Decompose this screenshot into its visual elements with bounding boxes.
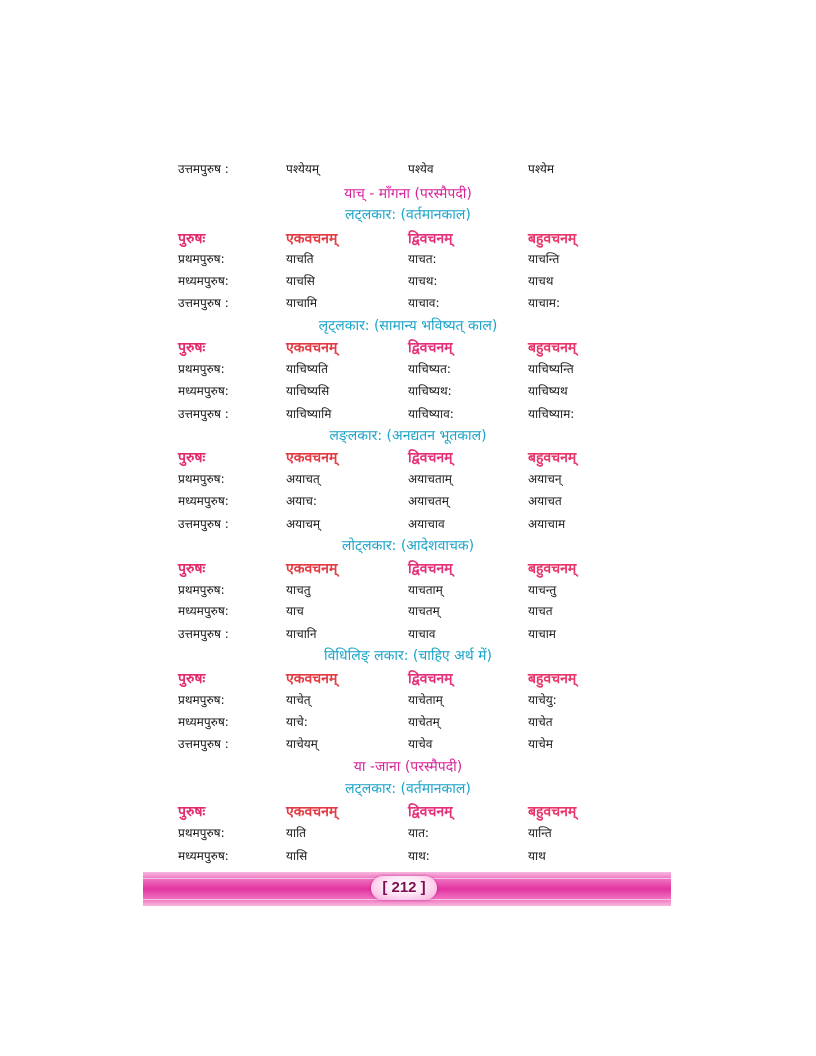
bahuvachan-cell: याचाम [528,627,556,641]
lakar-title: लोट्लकार: (आदेशवाचक) [341,538,475,554]
ekvachan-cell: अयाचम् [286,517,321,531]
table-row [0,579,816,601]
dvivachan-cell: याचेव [408,737,433,751]
table-row [0,270,816,292]
table-header-row [0,337,816,359]
bahuvachan-cell: पश्येम [528,162,555,176]
purush-cell: पुरुषः [178,340,206,356]
purush-cell: प्रथमपुरुष: [178,472,225,486]
ekvachan-cell: याचेत् [286,693,311,707]
purush-cell: प्रथमपुरुष: [178,693,225,707]
ekvachan-cell: एकवचनम् [286,671,338,687]
table-row [0,845,816,867]
purush-cell: पुरुषः [178,561,206,577]
dvivachan-cell: द्विवचनम् [408,231,453,247]
bahuvachan-cell: बहुवचनम् [528,804,577,820]
table-row [0,490,816,512]
ekvachan-cell: याचे: [286,715,308,729]
purush-cell: प्रथमपुरुष: [178,826,225,840]
dvivachan-cell: अयाचाव [408,517,445,531]
dvivachan-cell: याथ: [408,849,430,863]
bahuvachan-cell: याचेम [528,737,553,751]
table-row [0,513,816,535]
purush-cell: उत्तमपुरुष : [178,627,229,641]
bahuvachan-cell: यान्ति [528,826,552,840]
bahuvachan-cell: याचिष्यथ [528,384,568,398]
table-row [0,358,816,380]
bahuvachan-cell: याचथ [528,274,554,288]
dvivachan-cell: द्विवचनम् [408,450,453,466]
table-row [0,468,816,490]
dvivachan-cell: द्विवचनम् [408,671,453,687]
ekvachan-cell: याति [286,826,307,840]
table-row [0,292,816,314]
purush-cell: उत्तमपुरुष : [178,162,229,176]
dvivachan-cell: द्विवचनम् [408,804,453,820]
lakar-title: लट्लकार: (वर्तमानकाल) [345,781,471,797]
dvivachan-cell: यात: [408,826,429,840]
bahuvachan-cell: बहुवचनम् [528,561,577,577]
bahuvachan-cell: याचत [528,604,553,618]
ekvachan-cell: एकवचनम् [286,231,338,247]
purush-cell: मध्यमपुरुष: [178,384,229,398]
purush-cell: पुरुषः [178,450,206,466]
lakar-title: विधिलिङ् लकार: (चाहिए अर्थ में) [323,648,493,664]
purush-cell: प्रथमपुरुष: [178,362,225,376]
dvivachan-cell: याचत: [408,252,437,266]
ekvachan-cell: याचिष्यसि [286,384,330,398]
ekvachan-cell: याचतु [286,583,311,597]
lakar-title: लट्लकार: (वर्तमानकाल) [345,207,471,223]
ekvachan-cell: अयाच: [286,494,317,508]
ekvachan-cell: याचिष्यति [286,362,328,376]
ekvachan-cell: याचानि [286,627,317,641]
table-row [0,822,816,844]
table-header-row [0,558,816,580]
lakar-title: लृट्लकार: (सामान्य भविष्यत् काल) [318,318,498,334]
ekvachan-cell: याचामि [286,296,318,310]
bahuvachan-cell: अयाचाम [528,517,566,531]
ekvachan-cell: यासि [286,849,308,863]
purush-cell: पुरुषः [178,231,206,247]
ekvachan-cell: एकवचनम् [286,561,338,577]
purush-cell: पुरुषः [178,804,206,820]
ekvachan-cell: एकवचनम् [286,340,338,356]
purush-cell: प्रथमपुरुष: [178,583,225,597]
table-row [0,689,816,711]
dvivachan-cell: द्विवचनम् [408,340,453,356]
ekvachan-cell: अयाचत् [286,472,320,486]
dvivachan-cell: याचतम् [408,604,440,618]
purush-cell: उत्तमपुरुष : [178,737,229,751]
bahuvachan-cell: याथ [528,849,546,863]
bahuvachan-cell: याचेयु: [528,693,557,707]
table-row [0,248,816,270]
bahuvachan-cell: याचिष्यन्ति [528,362,574,376]
purush-cell: पुरुषः [178,671,206,687]
dvivachan-cell: द्विवचनम् [408,561,453,577]
purush-cell: मध्यमपुरुष: [178,715,229,729]
bahuvachan-cell: याचन्ति [528,252,560,266]
dvivachan-cell: याचथ: [408,274,438,288]
dvivachan-cell: याचेतम् [408,715,440,729]
verb-title: या -जाना (परस्मैपदी) [353,759,463,775]
dvivachan-cell: पश्येव [408,162,434,176]
ekvachan-cell: याचेयम् [286,737,318,751]
table-row [0,600,816,622]
ekvachan-cell: याचति [286,252,314,266]
purush-cell: मध्यमपुरुष: [178,849,229,863]
table-header-row [0,228,816,250]
purush-cell: मध्यमपुरुष: [178,604,229,618]
purush-cell: उत्तमपुरुष : [178,407,229,421]
table-row [0,711,816,733]
bahuvachan-cell: अयाचन् [528,472,562,486]
table-row [0,733,816,755]
table-row [0,158,816,180]
dvivachan-cell: याचिष्याव: [408,407,454,421]
dvivachan-cell: याचिष्यथ: [408,384,452,398]
dvivachan-cell: याचेताम् [408,693,443,707]
dvivachan-cell: याचताम् [408,583,443,597]
bahuvachan-cell: अयाचत [528,494,562,508]
purush-cell: प्रथमपुरुष: [178,252,225,266]
lakar-title: लङ्लकार: (अनद्यतन भूतकाल) [329,428,487,444]
dvivachan-cell: अयाचतम् [408,494,449,508]
table-header-row [0,801,816,823]
verb-title: याच् - माँगना (परस्मैपदी) [344,186,472,202]
ekvachan-cell: याच [286,604,304,618]
ekvachan-cell: याचिष्यामि [286,407,332,421]
page-number: [ 212 ] [371,876,437,900]
dvivachan-cell: याचाव: [408,296,440,310]
dvivachan-cell: अयाचताम् [408,472,452,486]
dvivachan-cell: याचिष्यत: [408,362,451,376]
table-row [0,380,816,402]
ekvachan-cell: एकवचनम् [286,804,338,820]
dvivachan-cell: याचाव [408,627,436,641]
bahuvachan-cell: बहुवचनम् [528,671,577,687]
purush-cell: मध्यमपुरुष: [178,274,229,288]
bahuvachan-cell: याचिष्याम: [528,407,575,421]
table-row [0,403,816,425]
ekvachan-cell: पश्येयम् [286,162,320,176]
bahuvachan-cell: याचेत [528,715,553,729]
purush-cell: उत्तमपुरुष : [178,296,229,310]
table-header-row [0,447,816,469]
bahuvachan-cell: बहुवचनम् [528,231,577,247]
table-header-row [0,668,816,690]
purush-cell: मध्यमपुरुष: [178,494,229,508]
bahuvachan-cell: बहुवचनम् [528,450,577,466]
purush-cell: उत्तमपुरुष : [178,517,229,531]
ekvachan-cell: याचसि [286,274,315,288]
bahuvachan-cell: बहुवचनम् [528,340,577,356]
ekvachan-cell: एकवचनम् [286,450,338,466]
bahuvachan-cell: याचन्तु [528,583,557,597]
bahuvachan-cell: याचाम: [528,296,561,310]
table-row [0,623,816,645]
